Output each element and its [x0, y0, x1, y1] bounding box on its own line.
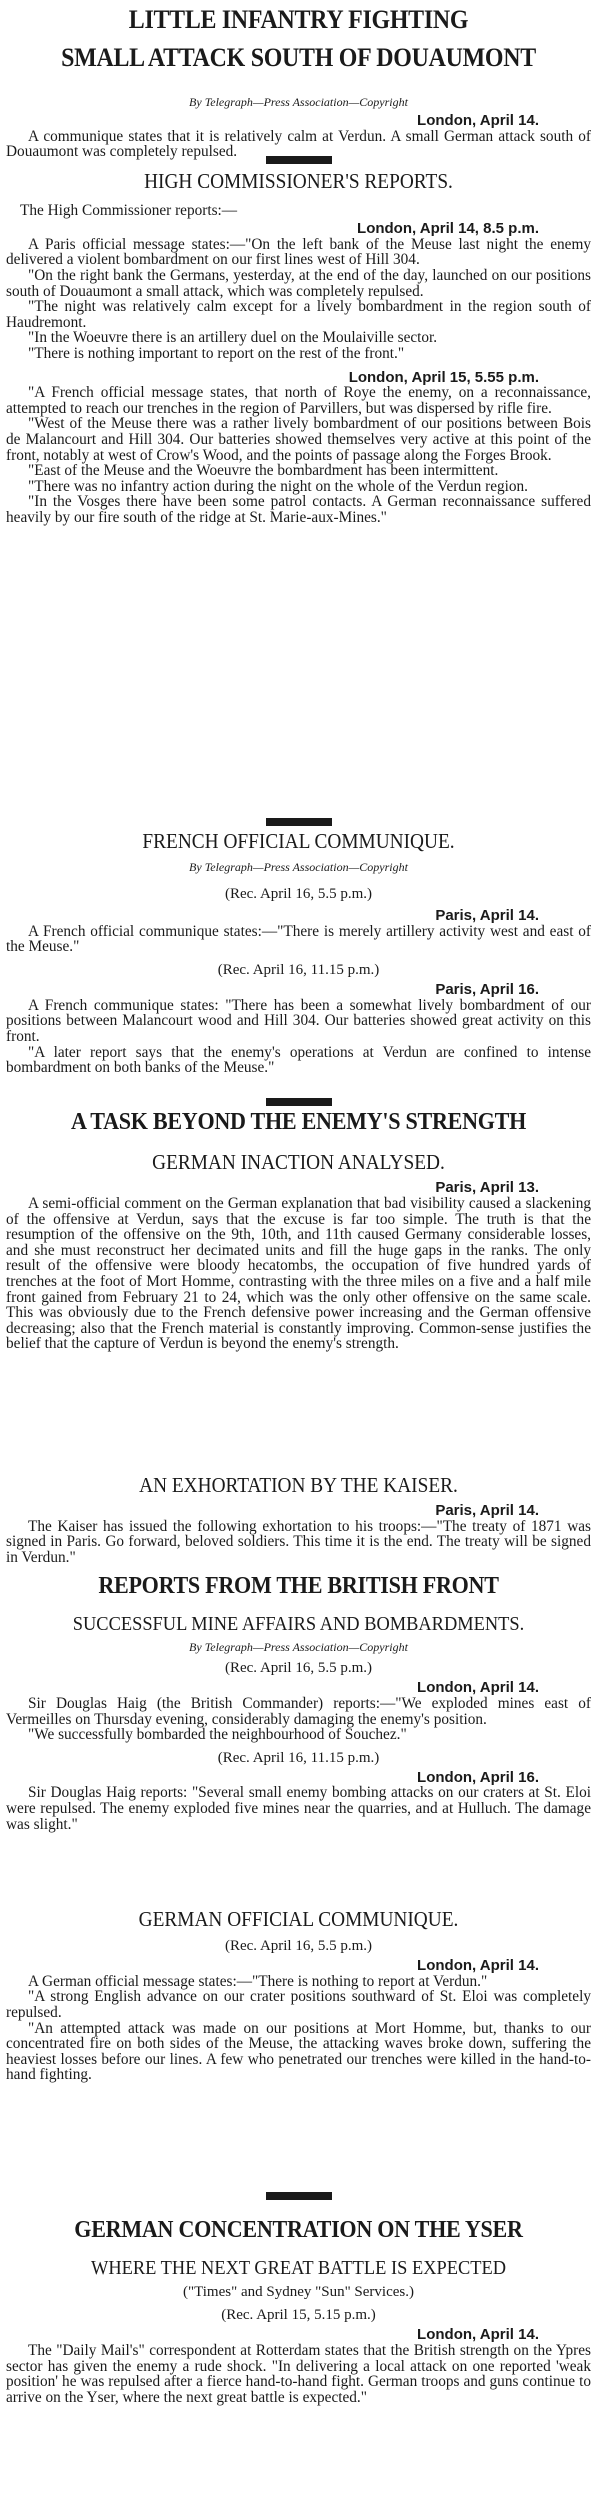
article-headline: GERMAN OFFICIAL COMMUNIQUE. [138, 1907, 459, 1931]
services-line: ("Times" and Sydney "Sun" Services.) [182, 2284, 414, 2301]
article-paragraph: "The night was relatively calm except for a lively bombardment in the region south of Haudremont. [6, 298, 591, 331]
article-paragraph: "In the Woeuvre there is an artillery duel on the Moulaiville sector. [28, 329, 438, 347]
article-paragraph: "An attempted attack was made on our positions at Mort Homme, but, thanks to our concentrated fire on both sides of the Meuse, the attacking waves broke down, suffering the heaviest losses before our lines. A few who penetrated our trenches were killed in the hand-to-hand fighting. [6, 2019, 591, 2084]
received-line: (Rec. April 16, 11.15 p.m.) [217, 962, 380, 979]
article-paragraph: "A French official message states, that north of Roye the enemy, on a reconnaissance, attempted to reach our trenches in the region of Parvillers, but was dispersed by rifle fire. [6, 384, 591, 417]
article-headline: FRENCH OFFICIAL COMMUNIQUE. [142, 829, 455, 853]
section-divider [0, 818, 597, 826]
article-paragraph: A semi-official comment on the German explanation that bad visibility caused a slackening of the offensive at Verdun, says that the excuse is far too simple. The truth is that the resumption of the offensive on the 9th, 10th, and 11th caused Germany considerable losses, and she must reconstruct her decimated units and fill the huge gaps in the ranks. The only result of the offensive were bloody hecatombs, the occupation of five hundred yards of trenches at the foot of Mort Homme, contrasting with the three miles on a five and a half mile front gained from February 21 to 24, which was the only other offensive on the same scale. This was obviously due to the French defensive power increasing and the German offensive decreasing; also that the French material is constantly improving. Common-sense justifies the belief that the capture of Verdun is beyond the enemy's strength. [6, 1195, 591, 1353]
article-paragraph: "A strong English advance on our crater positions southward of St. Eloi was completely repulsed. [6, 1988, 591, 2022]
article-paragraph: A German official message states:—"There is nothing to report at Verdun." [28, 1972, 488, 1990]
article-british-front [0, 1574, 597, 1832]
dateline: Paris, April 14. [435, 1502, 539, 1520]
received-line: (Rec. April 15, 5.15 p.m.) [221, 2307, 376, 2324]
article-kaiser [0, 1474, 597, 1566]
intro-line: The High Commissioner reports:— [20, 202, 238, 219]
article-paragraph: "East of the Meuse and the Woeuvre the bombardment has been intermittent. [28, 462, 499, 480]
dateline: London, April 16. [417, 1768, 539, 1786]
article-paragraph: "West of the Meuse there was a rather lively bombardment of our positions between Bois de Malancourt and Hill 304. Our batteries showed themselves very active at this point of the front, notably at west of Crow's Wood, and the points of passage along the Forges Brook. [6, 415, 591, 464]
article-paragraph: The "Daily Mail's" correspondent at Rotterdam states that the British strength on the Ypres sector has given the enemy a rude shock. "In delivering a local attack on one reported 'weak position' he was repulsed after a fierce hand-to-hand fight. German troops and guns continue to arrive on the Yser, where the next great battle is expected." [6, 2341, 591, 2406]
article-subheadline: SUCCESSFUL MINE AFFAIRS AND BOMBARDMENTS. [72, 1613, 525, 1636]
dateline: London, April 14. [417, 1679, 539, 1697]
dateline: London, April 14. [417, 1957, 539, 1975]
dateline: Paris, April 16. [435, 981, 539, 999]
section-divider [0, 156, 597, 164]
article-paragraph: "We successfully bombarded the neighbourhood of Souchez." [28, 1726, 407, 1744]
article-paragraph: "A later report says that the enemy's operations at Verdun are confined to intense bombardment on both banks of the Meuse." [6, 1043, 591, 1077]
article-paragraph: Sir Douglas Haig reports: "Several small enemy bombing attacks on our craters at St. Eloi were repulsed. The enemy exploded five mines near the quarries, and at Hulluch. The damage was slight." [6, 1784, 591, 1833]
article-paragraph: "There is nothing important to report on the rest of the front." [28, 344, 405, 362]
byline: By Telegraph—Press Association—Copyright [189, 95, 408, 109]
article-headline: AN EXHORTATION BY THE KAISER. [139, 1473, 458, 1497]
received-line: (Rec. April 16, 11.15 p.m.) [217, 1749, 380, 1766]
page-title: LITTLE INFANTRY FIGHTING [128, 5, 469, 34]
article-headline: GERMAN CONCENTRATION ON THE YSER [74, 2217, 523, 2243]
article-paragraph: Sir Douglas Haig (the British Commander) reports:—"We exploded mines east of Vermeilles on Thursday evening, considerably damaging the enemy's position. [6, 1694, 591, 1728]
article-paragraph: "On the right bank the Germans, yesterday, at the end of the day, launched on our positions south of Douaumont a small attack, which was completely repulsed. [6, 266, 591, 300]
article-douaumont [0, 44, 597, 71]
article-subheadline: WHERE THE NEXT GREAT BATTLE IS EXPECTED [90, 2257, 507, 2280]
article-french-communique [0, 830, 597, 1076]
article-paragraph: "There was no infantry action during the night on the whole of the Verdun region. [28, 477, 529, 495]
article-headline: A TASK BEYOND THE ENEMY'S STRENGTH [70, 1109, 527, 1135]
section-divider [0, 2192, 597, 2200]
article-german-communique [0, 1908, 597, 2083]
dateline: Paris, April 14. [435, 907, 539, 925]
article-high-commissioner [0, 170, 597, 193]
article-paragraph: A communique states that it is relatively calm at Verdun. A small German attack south of Douaumont was completely repulsed. [6, 127, 591, 161]
received-line: (Rec. April 16, 5.5 p.m.) [224, 886, 373, 903]
dateline: London, April 15, 5.55 p.m. [348, 368, 539, 386]
received-line: (Rec. April 16, 5.5 p.m.) [224, 1938, 373, 1955]
dateline: London, April 14. [417, 112, 539, 129]
article-headline: HIGH COMMISSIONER'S REPORTS. [144, 169, 453, 193]
dateline: Paris, April 13. [435, 1179, 539, 1197]
article-paragraph: A Paris official message states:—"On the left bank of the Meuse last night the enemy delivered a violent bombardment on our first lines west of Hill 304. [6, 235, 591, 269]
article-headline: SMALL ATTACK SOUTH OF DOUAUMONT [61, 43, 536, 72]
article-headline: REPORTS FROM THE BRITISH FRONT [98, 1573, 499, 1599]
byline: By Telegraph—Press Association—Copyright [189, 1640, 408, 1655]
page-header [0, 0, 597, 33]
dateline: London, April 14. [417, 2326, 539, 2344]
article-yser [0, 2218, 597, 2405]
article-task-beyond [0, 1110, 597, 1352]
article-douaumont-meta [0, 96, 597, 160]
article-paragraph: The Kaiser has issued the following exhortation to his troops:—"The treaty of 1871 was signed in Paris. Go forward, beloved soldiers. This time it is the end. The treaty will be signed in Verdun." [6, 1517, 591, 1567]
article-paragraph: A French communique states: "There has been a somewhat lively bombardment of our positions between Malancourt wood and Hill 304. Our batteries showed great activity on this front. [6, 996, 591, 1045]
dateline: London, April 14, 8.5 p.m. [357, 220, 539, 237]
article-high-commissioner-body [0, 203, 597, 526]
received-line: (Rec. April 16, 5.5 p.m.) [224, 1660, 373, 1677]
article-paragraph: "In the Vosges there have been some patrol contacts. A German reconnaissance suffered heavily by our fire south of the ridge at St. Marie-aux-Mines." [6, 493, 591, 526]
article-subheadline: GERMAN INACTION ANALYSED. [152, 1150, 445, 1175]
byline: By Telegraph—Press Association—Copyright [189, 860, 408, 875]
section-divider [0, 1098, 597, 1106]
article-paragraph: A French official communique states:—"There is merely artillery activity west and east of the Meuse." [6, 922, 591, 956]
